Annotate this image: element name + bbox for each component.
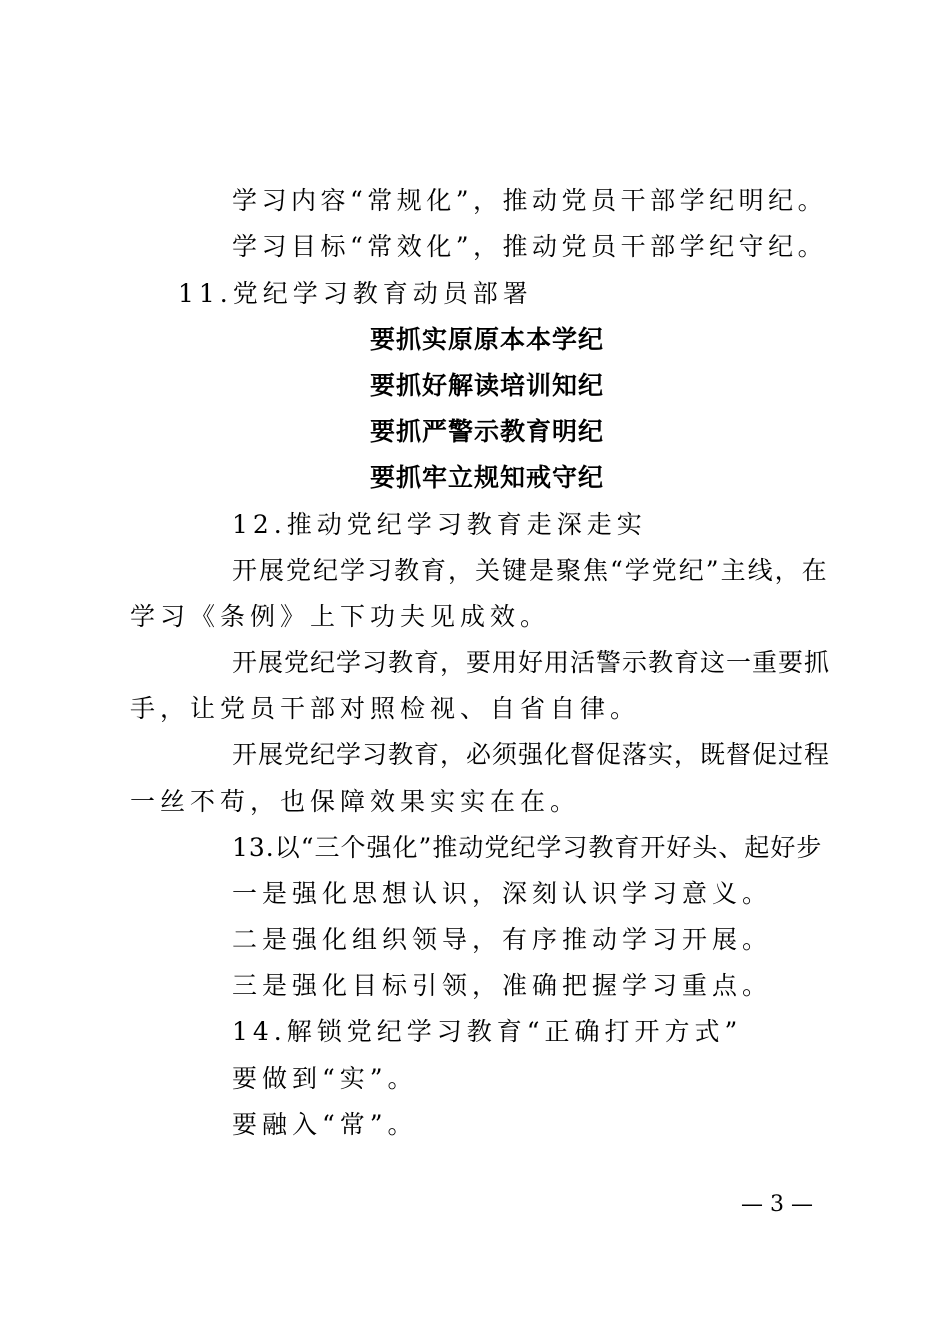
paragraph-line: 手，让党员干部对照检视、自省自律。 — [130, 694, 641, 723]
paragraph-line: 一丝不苟，也保障效果实实在在。 — [130, 787, 581, 816]
paragraph-line: 要融入“常”。 — [232, 1110, 418, 1139]
page-number: — 3 — — [741, 1192, 813, 1217]
paragraph-line: 一是强化思想认识，深刻认识学习意义。 — [232, 879, 773, 908]
paragraph-line: 要做到“实”。 — [232, 1064, 418, 1093]
paragraph-line: 开展党纪学习教育，关键是聚焦“学党纪”主线，在 — [232, 556, 829, 585]
bold-subheading: 要抓实原原本本学纪 — [370, 325, 605, 354]
bold-subheading: 要抓好解读培训知纪 — [370, 371, 605, 400]
section-heading: 13.以“三个强化”推动党纪学习教育开好头、起好步 — [232, 833, 823, 862]
paragraph-line: 二是强化组织领导，有序推动学习开展。 — [232, 925, 773, 954]
paragraph-line: 开展党纪学习教育，必须强化督促落实，既督促过程 — [232, 740, 831, 769]
paragraph-line: 三是强化目标引领，准确把握学习重点。 — [232, 971, 773, 1000]
section-heading: 12.推动党纪学习教育走深走实 — [232, 510, 647, 539]
paragraph-line: 学习内容“常规化”，推动党员干部学纪明纪。 — [232, 186, 828, 215]
section-heading: 14.解锁党纪学习教育“正确打开方式” — [232, 1017, 743, 1046]
section-heading: 11.党纪学习教育动员部署 — [178, 279, 533, 308]
bold-subheading: 要抓牢立规知戒守纪 — [370, 463, 605, 492]
bold-subheading: 要抓严警示教育明纪 — [370, 417, 605, 446]
paragraph-line: 学习目标“常效化”，推动党员干部学纪守纪。 — [232, 232, 828, 261]
paragraph-line: 开展党纪学习教育，要用好用活警示教育这一重要抓 — [232, 648, 831, 677]
paragraph-line: 学习《条例》上下功夫见成效。 — [130, 602, 551, 631]
